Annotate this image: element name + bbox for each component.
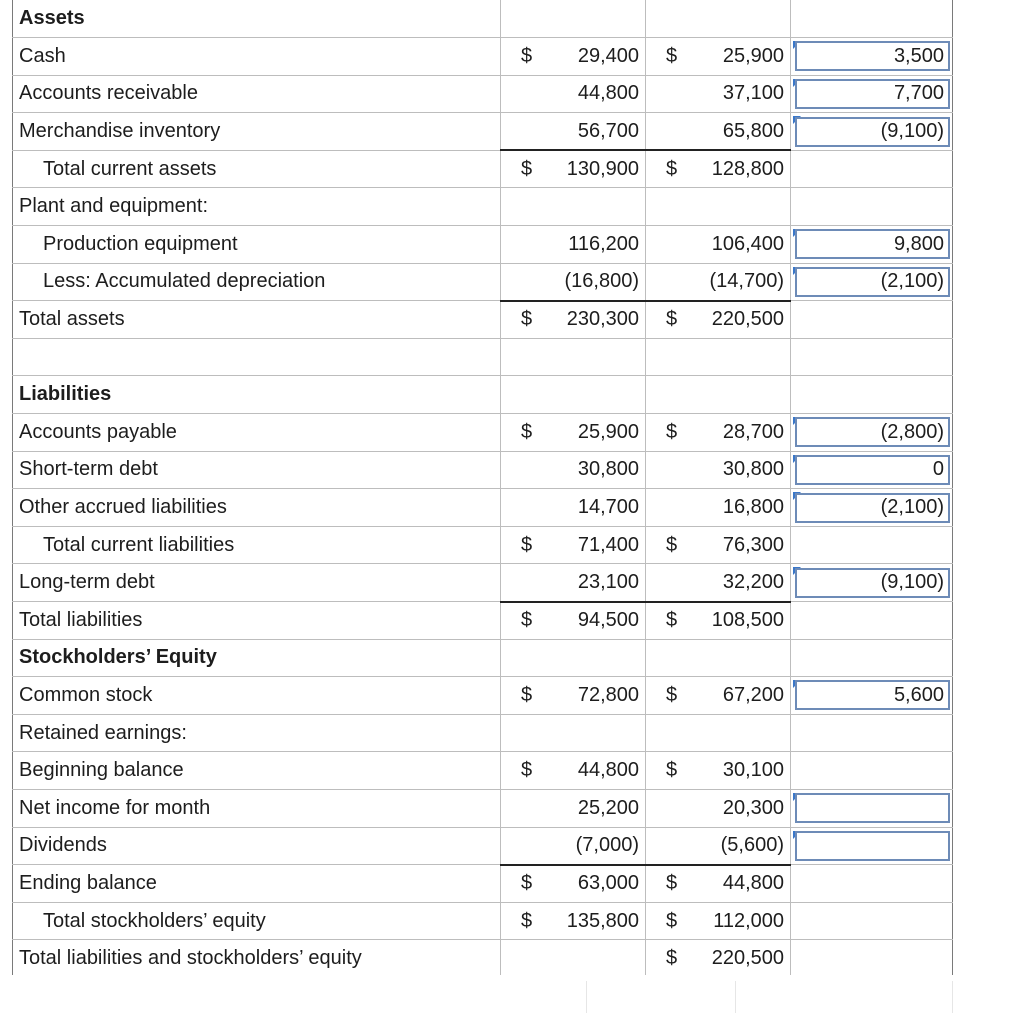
amount: 44,800 <box>577 759 639 782</box>
change-input[interactable]: (2,100) <box>795 267 950 297</box>
current-year-cell <box>501 865 646 903</box>
prior-year-cell <box>646 677 791 715</box>
amount: 37,100 <box>722 82 784 105</box>
table-row <box>13 526 953 564</box>
current-year-cell <box>501 38 646 76</box>
change-input[interactable]: 0 <box>795 455 950 485</box>
row-label-cell <box>13 752 501 790</box>
prior-year-cell <box>646 150 791 188</box>
change-cell <box>791 865 953 903</box>
amount: 220,500 <box>711 308 784 331</box>
row-label: Other accrued liabilities <box>19 496 227 519</box>
amount: 28,700 <box>722 420 784 443</box>
currency-symbol: $ <box>666 308 678 331</box>
currency-symbol: $ <box>521 44 533 67</box>
current-year-cell <box>501 113 646 151</box>
amount: 76,300 <box>722 533 784 556</box>
amount: 230,300 <box>566 308 639 331</box>
row-label: Production equipment <box>43 232 238 255</box>
table-row <box>13 226 953 264</box>
prior-year-cell <box>646 639 791 677</box>
change-cell <box>791 639 953 677</box>
current-year-cell <box>501 789 646 827</box>
current-year-cell <box>501 75 646 113</box>
current-year-cell <box>501 602 646 640</box>
row-label: Total current liabilities <box>43 533 235 556</box>
amount: 32,200 <box>722 570 784 593</box>
current-year-cell <box>501 338 646 376</box>
currency-symbol: $ <box>521 683 533 706</box>
table-row <box>13 150 953 188</box>
change-input[interactable]: 9,800 <box>795 229 950 259</box>
row-label-cell <box>13 113 501 151</box>
change-input[interactable] <box>795 831 950 861</box>
amount: 112,000 <box>713 909 784 932</box>
amount: 56,700 <box>577 119 639 142</box>
prior-year-cell <box>646 451 791 489</box>
prior-year-cell <box>646 940 791 978</box>
row-label-cell <box>13 263 501 301</box>
change-cell <box>791 714 953 752</box>
current-year-cell <box>501 188 646 226</box>
prior-year-cell <box>646 75 791 113</box>
currency-symbol: $ <box>666 44 678 67</box>
currency-symbol: $ <box>666 759 678 782</box>
amount: 44,800 <box>577 82 639 105</box>
change-cell <box>791 376 953 414</box>
currency-symbol: $ <box>666 157 678 180</box>
current-year-cell <box>501 263 646 301</box>
strip-divider <box>952 981 953 1013</box>
row-label: Retained earnings: <box>19 721 187 744</box>
amount: 29,400 <box>577 44 639 67</box>
row-label-cell <box>13 451 501 489</box>
amount: 94,500 <box>577 609 639 632</box>
row-label-cell <box>13 526 501 564</box>
current-year-cell <box>501 564 646 602</box>
row-label: Plant and equipment: <box>19 195 209 218</box>
prior-year-cell <box>646 188 791 226</box>
change-cell <box>791 602 953 640</box>
prior-year-cell <box>646 113 791 151</box>
current-year-cell <box>501 940 646 978</box>
change-cell <box>791 188 953 226</box>
table-row <box>13 301 953 339</box>
amount: 30,100 <box>722 759 784 782</box>
change-cell <box>791 526 953 564</box>
table-row <box>13 752 953 790</box>
table-row <box>13 75 953 113</box>
current-year-cell <box>501 301 646 339</box>
amount: 67,200 <box>722 683 784 706</box>
strip-divider <box>586 981 587 1013</box>
current-year-cell <box>501 226 646 264</box>
amount: 16,800 <box>722 496 784 519</box>
row-label-cell <box>13 602 501 640</box>
table-row <box>13 602 953 640</box>
currency-symbol: $ <box>666 872 678 895</box>
amount: 30,800 <box>722 458 784 481</box>
change-cell <box>791 150 953 188</box>
table-row <box>13 451 953 489</box>
current-year-cell <box>501 677 646 715</box>
current-year-cell <box>501 489 646 527</box>
row-label: Merchandise inventory <box>19 120 221 143</box>
row-label: Accounts receivable <box>19 82 198 105</box>
change-input[interactable]: (9,100) <box>795 568 950 598</box>
prior-year-cell <box>646 564 791 602</box>
currency-symbol: $ <box>521 609 533 632</box>
change-cell <box>791 338 953 376</box>
amount: 25,900 <box>577 420 639 443</box>
current-year-cell <box>501 827 646 865</box>
amount: (7,000) <box>575 834 639 857</box>
row-label-cell <box>13 789 501 827</box>
prior-year-cell <box>646 865 791 903</box>
amount: 106,400 <box>711 232 784 255</box>
currency-symbol: $ <box>521 759 533 782</box>
row-label: Stockholders’ Equity <box>19 646 217 669</box>
change-cell <box>791 226 953 264</box>
current-year-cell <box>501 451 646 489</box>
row-label: Dividends <box>19 834 107 857</box>
change-cell <box>791 0 953 38</box>
currency-symbol: $ <box>666 533 678 556</box>
row-label: Net income for month <box>19 796 211 819</box>
change-cell <box>791 75 953 113</box>
current-year-cell <box>501 752 646 790</box>
row-label-cell <box>13 226 501 264</box>
currency-symbol: $ <box>521 420 533 443</box>
prior-year-cell <box>646 789 791 827</box>
prior-year-cell <box>646 376 791 414</box>
current-year-cell <box>501 150 646 188</box>
amount: 20,300 <box>722 796 784 819</box>
amount: 135,800 <box>566 909 639 932</box>
amount: 30,800 <box>577 458 639 481</box>
row-label-cell <box>13 75 501 113</box>
currency-symbol: $ <box>521 909 533 932</box>
row-label-cell <box>13 301 501 339</box>
row-label-cell <box>13 902 501 940</box>
change-cell <box>791 301 953 339</box>
prior-year-cell <box>646 38 791 76</box>
row-label: Total assets <box>19 308 125 331</box>
current-year-cell <box>501 376 646 414</box>
prior-year-cell <box>646 0 791 38</box>
change-cell <box>791 789 953 827</box>
amount: 44,800 <box>722 872 784 895</box>
prior-year-cell <box>646 263 791 301</box>
change-input[interactable]: 3,500 <box>795 41 950 71</box>
prior-year-cell <box>646 827 791 865</box>
change-cell <box>791 451 953 489</box>
prior-year-cell <box>646 714 791 752</box>
amount: (5,600) <box>720 834 784 857</box>
table-row <box>13 113 953 151</box>
current-year-cell <box>501 414 646 452</box>
row-label: Short-term debt <box>19 458 158 481</box>
currency-symbol: $ <box>666 683 678 706</box>
table-row <box>13 789 953 827</box>
change-cell <box>791 489 953 527</box>
amount: 108,500 <box>711 609 784 632</box>
amount: 63,000 <box>577 872 639 895</box>
row-label-cell <box>13 714 501 752</box>
table-row <box>13 489 953 527</box>
bottom-strip <box>0 975 1024 1013</box>
amount: 220,500 <box>711 947 784 970</box>
row-label-cell <box>13 940 501 978</box>
prior-year-cell <box>646 226 791 264</box>
table-row <box>13 263 953 301</box>
row-label-cell <box>13 376 501 414</box>
currency-symbol: $ <box>521 157 533 180</box>
row-label: Assets <box>19 7 85 30</box>
change-input[interactable]: 7,700 <box>795 79 950 109</box>
table-row <box>13 0 953 38</box>
change-cell <box>791 113 953 151</box>
currency-symbol: $ <box>521 872 533 895</box>
row-label: Ending balance <box>19 871 157 894</box>
amount: 23,100 <box>577 570 639 593</box>
strip-divider <box>735 981 736 1013</box>
current-year-cell <box>501 714 646 752</box>
table-row <box>13 338 953 376</box>
row-label: Accounts payable <box>19 420 177 443</box>
change-cell <box>791 940 953 978</box>
row-label-cell <box>13 639 501 677</box>
change-input[interactable]: (2,800) <box>795 417 950 447</box>
amount: 71,400 <box>577 533 639 556</box>
current-year-cell <box>501 526 646 564</box>
row-label-cell <box>13 827 501 865</box>
change-cell <box>791 564 953 602</box>
amount: 25,200 <box>577 796 639 819</box>
change-cell <box>791 414 953 452</box>
row-label: Cash <box>19 44 66 67</box>
table-row <box>13 827 953 865</box>
table-row <box>13 865 953 903</box>
prior-year-cell <box>646 602 791 640</box>
prior-year-cell <box>646 338 791 376</box>
row-label: Total stockholders’ equity <box>43 909 266 932</box>
table-row <box>13 902 953 940</box>
row-label: Beginning balance <box>19 759 184 782</box>
table-row <box>13 639 953 677</box>
change-cell <box>791 263 953 301</box>
currency-symbol: $ <box>521 308 533 331</box>
change-cell <box>791 38 953 76</box>
currency-symbol: $ <box>521 533 533 556</box>
row-label: Long-term debt <box>19 571 155 594</box>
change-input[interactable] <box>795 793 950 823</box>
balance-sheet-table <box>12 0 953 978</box>
row-label: Common stock <box>19 683 153 706</box>
amount: 116,200 <box>568 232 639 255</box>
row-label-cell <box>13 338 501 376</box>
change-cell <box>791 902 953 940</box>
prior-year-cell <box>646 902 791 940</box>
row-label-cell <box>13 489 501 527</box>
change-input[interactable]: (2,100) <box>795 493 950 523</box>
currency-symbol: $ <box>666 609 678 632</box>
table-row <box>13 940 953 978</box>
table-row <box>13 564 953 602</box>
table-row <box>13 714 953 752</box>
amount: 14,700 <box>577 496 639 519</box>
row-label-cell <box>13 188 501 226</box>
prior-year-cell <box>646 301 791 339</box>
amount: (14,700) <box>709 270 784 293</box>
table-row <box>13 414 953 452</box>
change-cell <box>791 677 953 715</box>
change-cell <box>791 827 953 865</box>
prior-year-cell <box>646 489 791 527</box>
row-label: Total liabilities and stockholders’ equity <box>19 947 362 970</box>
table-row <box>13 376 953 414</box>
amount: 130,900 <box>566 157 639 180</box>
row-label: Total current assets <box>43 157 217 180</box>
row-label-cell <box>13 38 501 76</box>
table-row <box>13 38 953 76</box>
row-label-cell <box>13 677 501 715</box>
row-label-cell <box>13 0 501 38</box>
current-year-cell <box>501 0 646 38</box>
prior-year-cell <box>646 414 791 452</box>
change-input[interactable]: 5,600 <box>795 680 950 710</box>
row-label: Liabilities <box>19 383 112 406</box>
amount: (16,800) <box>564 270 639 293</box>
row-label-cell <box>13 564 501 602</box>
row-label: Total liabilities <box>19 608 143 631</box>
change-input[interactable]: (9,100) <box>795 117 950 147</box>
prior-year-cell <box>646 752 791 790</box>
table-row <box>13 188 953 226</box>
amount: 72,800 <box>577 683 639 706</box>
row-label-cell <box>13 414 501 452</box>
currency-symbol: $ <box>666 947 678 970</box>
row-label: Less: Accumulated depreciation <box>43 270 326 293</box>
row-label-cell <box>13 865 501 903</box>
current-year-cell <box>501 639 646 677</box>
amount: 25,900 <box>722 44 784 67</box>
currency-symbol: $ <box>666 420 678 443</box>
amount: 65,800 <box>722 119 784 142</box>
row-label-cell <box>13 150 501 188</box>
prior-year-cell <box>646 526 791 564</box>
current-year-cell <box>501 902 646 940</box>
change-cell <box>791 752 953 790</box>
currency-symbol: $ <box>666 909 678 932</box>
table-row <box>13 677 953 715</box>
amount: 128,800 <box>711 157 784 180</box>
